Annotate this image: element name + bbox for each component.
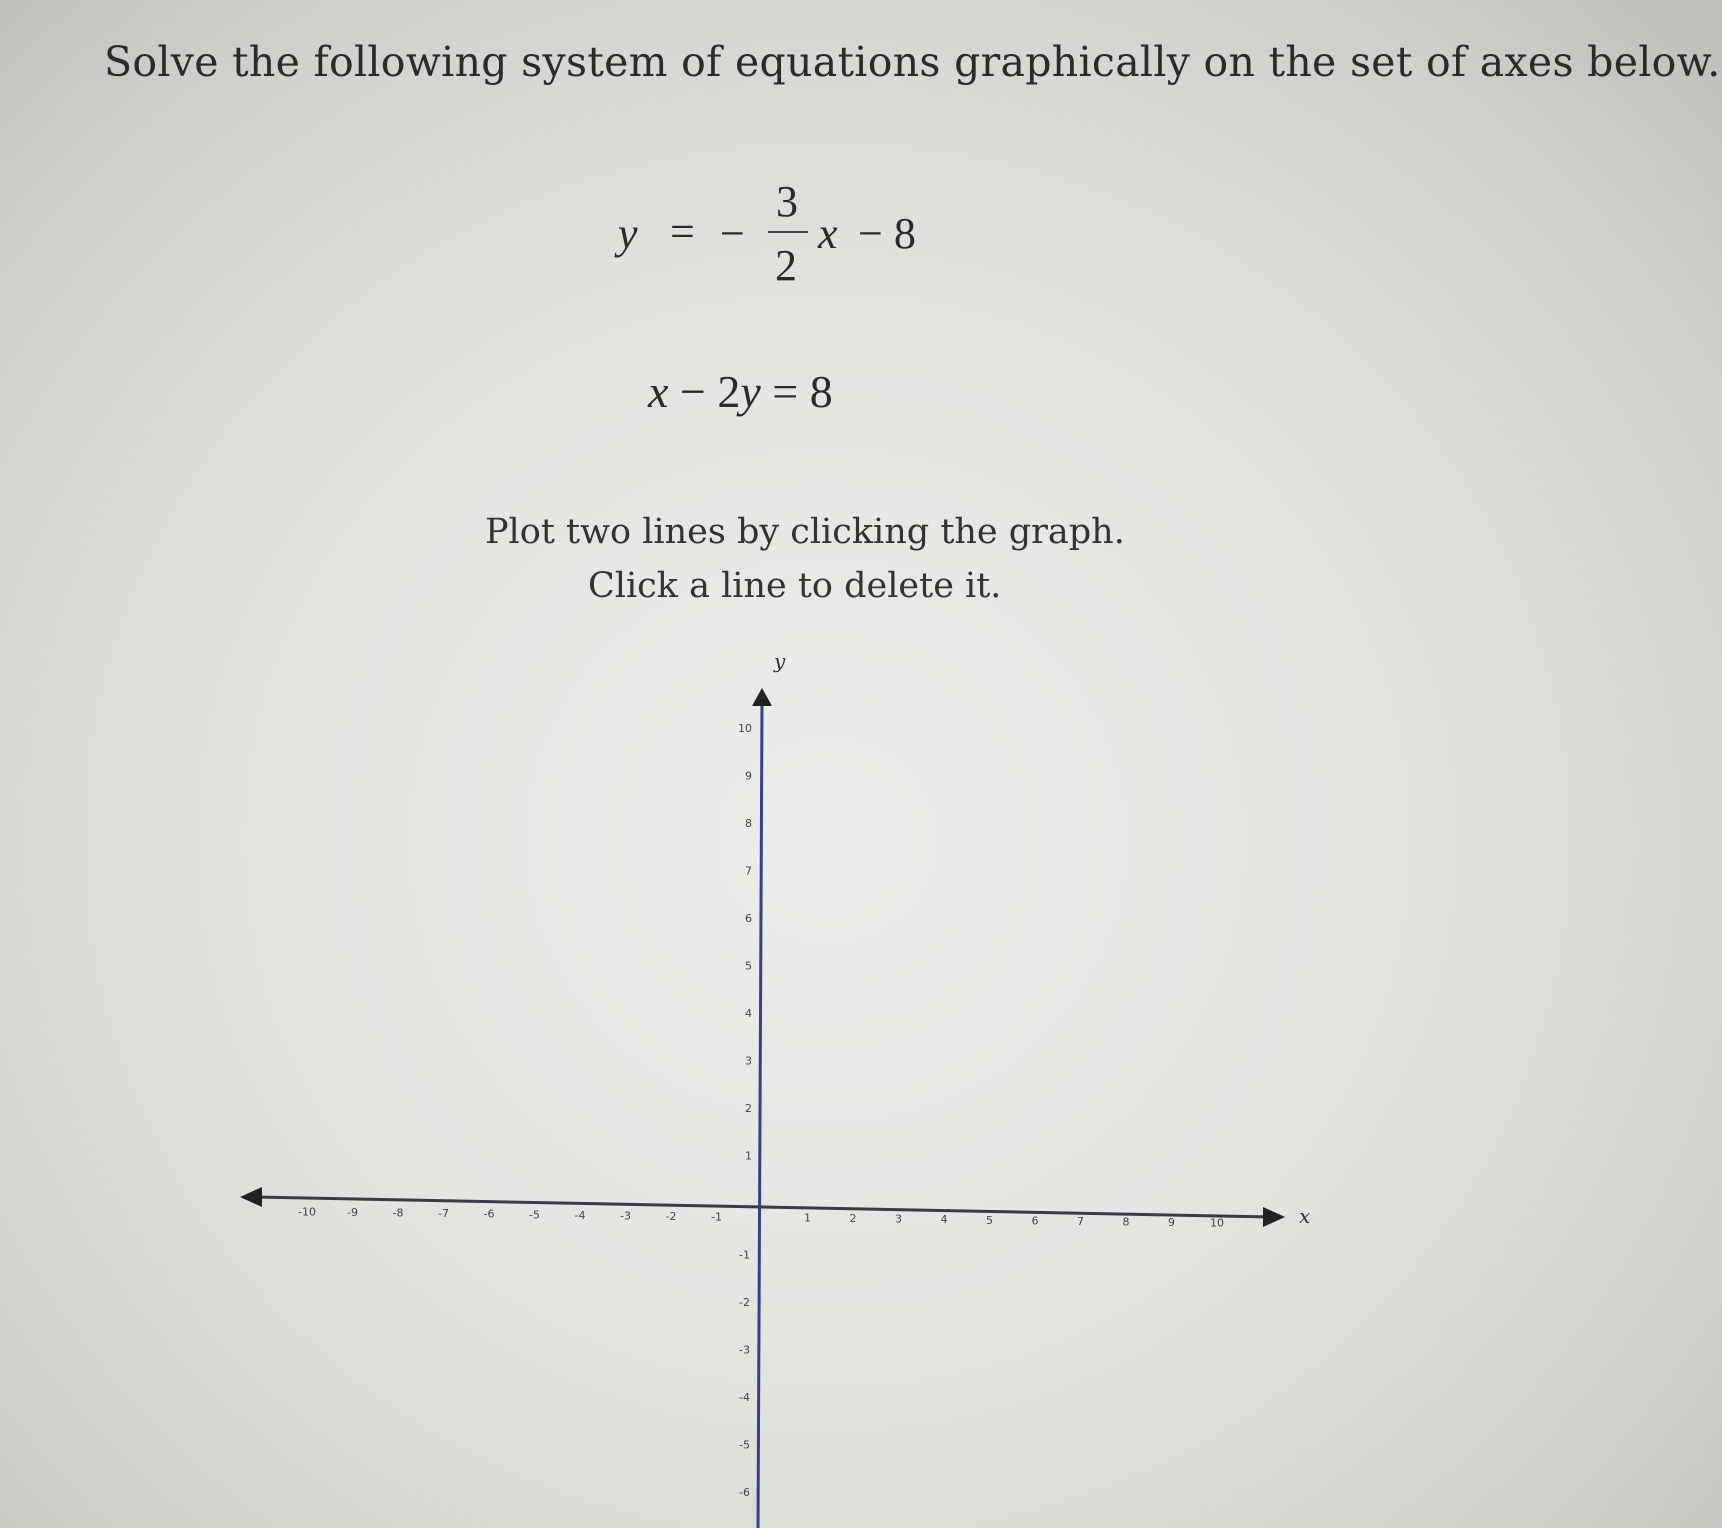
x-tick-label: -6 (483, 1207, 495, 1221)
y-tick-label: 6 (745, 912, 752, 925)
x-tick-label: -3 (620, 1209, 631, 1223)
y-tick-label: -4 (739, 1391, 750, 1404)
y-axis-line (758, 704, 762, 1528)
x-tick-label: 5 (986, 1213, 993, 1227)
x-tick-label: 6 (1031, 1214, 1039, 1228)
x-tick-label: 9 (1168, 1215, 1175, 1229)
x-tick-label: 3 (895, 1212, 902, 1226)
y-axis-label: y (774, 649, 786, 673)
y-tick-label: -3 (739, 1343, 750, 1357)
x-tick-label: 10 (1210, 1216, 1224, 1230)
eq1-y: y (618, 209, 638, 258)
y-tick-label: 9 (745, 769, 752, 783)
y-tick-label: 2 (745, 1102, 752, 1115)
question-prompt: Solve the following system of equations graphically on the set of axes below. (104, 38, 1721, 86)
y-tick-label: 3 (745, 1054, 752, 1068)
eq1-constant: − 8 (858, 209, 916, 258)
x-tick-label: -7 (438, 1207, 449, 1221)
instruction-plot: Plot two lines by clicking the graph. (485, 512, 1125, 552)
eq2-y: y (740, 366, 761, 417)
x-tick-label: 4 (940, 1213, 948, 1227)
y-tick-label: 1 (745, 1149, 752, 1163)
x-tick-label: -2 (665, 1209, 677, 1223)
x-tick-label: 2 (849, 1212, 857, 1226)
x-tick-label: -4 (574, 1208, 586, 1222)
eq2-middle: − 2 (668, 366, 741, 417)
x-tick-label: 7 (1077, 1214, 1084, 1228)
eq2-x: x (648, 366, 669, 417)
y-tick-label: -2 (739, 1296, 750, 1309)
y-tick-label: 8 (745, 817, 752, 830)
y-tick-label: -6 (739, 1486, 750, 1499)
eq1-numerator: 3 (776, 177, 798, 226)
x-axis-line (254, 1197, 1271, 1220)
x-axis-right-arrow (1263, 1207, 1285, 1227)
x-axis-left-arrow (240, 1187, 262, 1207)
y-tick-label: 10 (738, 722, 752, 735)
y-axis-up-arrow (752, 688, 772, 706)
graph-axes (240, 649, 1310, 1528)
y-tick-label: 7 (745, 864, 752, 878)
y-tick-label: -5 (739, 1438, 750, 1452)
x-axis-label: x (1299, 1204, 1311, 1228)
x-tick-label: 1 (804, 1211, 811, 1225)
x-tick-label: -9 (347, 1206, 358, 1220)
y-tick-label: -1 (739, 1248, 750, 1262)
x-tick-label: -10 (298, 1205, 316, 1219)
eq1-denominator: 2 (775, 241, 797, 290)
x-tick-label: 8 (1122, 1215, 1130, 1229)
x-tick-label: -8 (392, 1206, 404, 1220)
y-tick-label: 5 (745, 959, 752, 973)
eq1-minus: − (720, 209, 745, 258)
instruction-delete: Click a line to delete it. (588, 566, 1002, 606)
y-tick-labels (738, 722, 752, 1499)
eq1-x: x (818, 209, 838, 258)
eq1-equals: = (670, 207, 695, 256)
y-tick-label: 4 (745, 1007, 752, 1020)
x-tick-label: -1 (711, 1210, 722, 1224)
eq2-rest: = 8 (760, 366, 833, 417)
x-tick-label: -5 (529, 1208, 540, 1222)
